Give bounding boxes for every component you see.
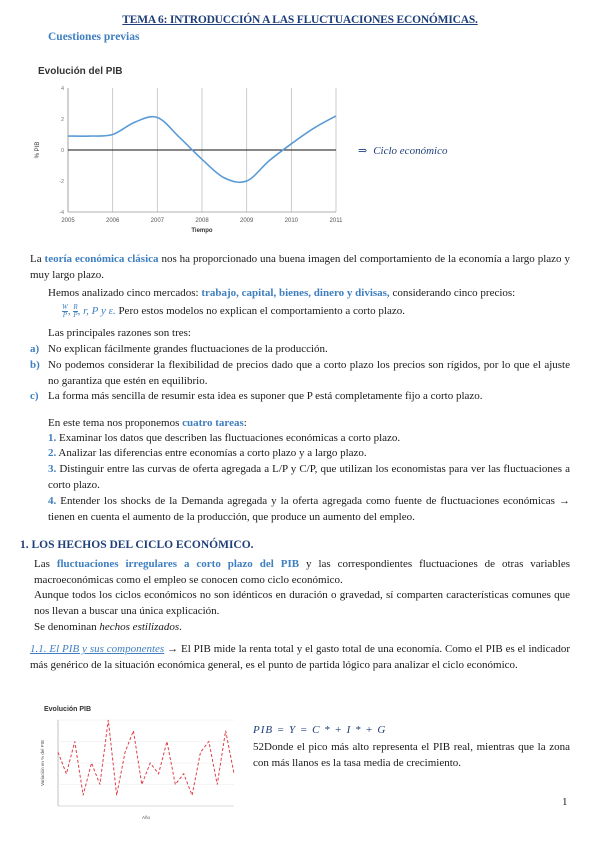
keyword-teoria-clasica: teoría económica clásica bbox=[44, 253, 159, 265]
keyword-mercados: trabajo, capital, bienes, dinero y divisas, bbox=[201, 287, 390, 299]
intro-paragraph-2: Hemos analizado cinco mercados: trabajo, capital, bienes, dinero y divisas, considerando cinco precios: bbox=[48, 287, 516, 299]
x-tick-label: 2007 bbox=[150, 218, 165, 224]
y-axis-label: % PIB bbox=[35, 141, 41, 159]
page-number: 1 bbox=[562, 796, 568, 808]
y-tick-label: 4 bbox=[60, 86, 64, 92]
keyword-fluctuaciones: fluctuaciones irregulares a corto plazo del PIB bbox=[56, 558, 300, 570]
subsection-pib-componentes: 1.1. El PIB y sus componentes → El PIB mide la renta total y el gasto total de una economía. Como el PIB es el indicador más genérico de la situación económica general, es el punto de partida lógico para analizar el ciclo económico. bbox=[30, 643, 571, 671]
page-title: TEMA 6: INTRODUCCIÓN A LAS FLUCTUACIONES ECONÓMICAS. bbox=[122, 14, 478, 26]
tasks-intro: En este tema nos proponemos cuatro tareas: bbox=[48, 417, 247, 429]
x-axis-label: Tiempo bbox=[191, 228, 213, 234]
subsection-number: 1.1. bbox=[30, 643, 47, 655]
section-heading-hechos: 1. LOS HECHOS DEL CICLO ECONÓMICO. bbox=[20, 539, 254, 551]
series-line-pib bbox=[58, 720, 234, 795]
x-tick-label: 2005 bbox=[61, 218, 75, 224]
task-1: 1. Examinar los datos que describen las fluctuaciones económicas a corto plazo. bbox=[48, 432, 401, 444]
intro-paragraph-1: La teoría económica clásica nos ha proporcionado una buena imagen del comportamiento de la economía a largo plazo y muy largo plazo. bbox=[30, 253, 570, 281]
chart2-title: Evolución PIB bbox=[44, 706, 92, 713]
keyword-cuatro-tareas: cuatro tareas bbox=[182, 417, 244, 429]
section-subtitle: Cuestiones previas bbox=[48, 31, 140, 43]
arrow-icon: → bbox=[164, 643, 179, 655]
y-axis-label: Variación en % del PIB bbox=[40, 740, 45, 786]
ciclo-annotation bbox=[358, 144, 447, 157]
chart1-pib-evolution bbox=[30, 82, 350, 240]
y-tick-label: 2 bbox=[60, 117, 64, 123]
section1-paragraph-2: Aunque todos los ciclos económicos no son idénticos en duración o gravedad, sí comparten características comunes que nos llevan a buscar una única explicación. bbox=[34, 589, 570, 617]
y-tick-label: -4 bbox=[59, 210, 64, 216]
task-2: 2. Analizar las diferencias entre economías a corto plazo y a largo plazo. bbox=[48, 447, 367, 459]
y-tick-label: 0 bbox=[60, 148, 64, 154]
fraction-r-p: $\frac{R}{P}$ bbox=[73, 302, 78, 319]
subsection-title: El PIB y sus componentes bbox=[46, 643, 165, 655]
x-tick-label: 2011 bbox=[329, 218, 343, 224]
x-tick-label: 2006 bbox=[105, 218, 120, 224]
chart2-pib-evolution bbox=[36, 714, 242, 824]
reasons-intro: Las principales razones son tres: bbox=[48, 327, 191, 339]
section1-paragraph-3: Se denominan hechos estilizados. bbox=[34, 621, 182, 633]
task-3: 3. Distinguir entre las curvas de oferta agregada a L/P y C/P, que utilizan los economistas para ver las fluctuaciones a corto plazo. bbox=[48, 463, 570, 491]
fraction-w-p: $\frac{W}{P}$ bbox=[62, 302, 68, 319]
x-tick-label: 2010 bbox=[284, 218, 299, 224]
y-tick-label: -2 bbox=[59, 179, 64, 185]
reason-a: a) No explican fácilmente grandes fluctuaciones de la producción. bbox=[30, 343, 328, 355]
intro-paragraph-3: $\frac{W}{P}$ , $\frac{R}{P}$ , r, P y ε. Pero estos modelos no explican el comportamiento a corto plazo. bbox=[62, 302, 405, 319]
x-tick-label: 2009 bbox=[239, 218, 254, 224]
section1-paragraph-1: Las fluctuaciones irregulares a corto plazo del PIB y las correspondientes fluctuaciones de otras variables macroeconómicas como el empleo se conocen como ciclo económico. bbox=[34, 558, 570, 586]
chart1-title: Evolución del PIB bbox=[38, 66, 123, 77]
pib-formula: PIB = Y = C * + I * + G bbox=[253, 724, 387, 736]
chart2-description: 52Donde el pico más alto representa el PIB real, mientras que la zona con más llanos es la tasa media de crecimiento. bbox=[253, 741, 570, 769]
keyword-hechos-estilizados: hechos estilizados bbox=[99, 621, 180, 633]
reason-c: c) La forma más sencilla de resumir esta idea es suponer que P está completamente fijo a corto plazo. bbox=[30, 390, 483, 402]
x-tick-label: 2008 bbox=[195, 218, 209, 224]
ciclo-label: Ciclo económico bbox=[373, 145, 448, 157]
reason-b: b) No podemos considerar la flexibilidad de precios dado que a corto plazo los precios son rígidos, por lo que el ajuste no garantiza que estén en equilibrio. bbox=[30, 359, 570, 387]
task-4: 4. Entender los shocks de la Demanda agregada y la oferta agregada como fuente de fluctuaciones económicas → tienen en cuenta el aumento de la producción, que produce un aumento del empleo. bbox=[48, 495, 570, 523]
x-axis-label: Año bbox=[141, 815, 151, 820]
arrow-right-icon: ⇒ bbox=[358, 145, 368, 157]
